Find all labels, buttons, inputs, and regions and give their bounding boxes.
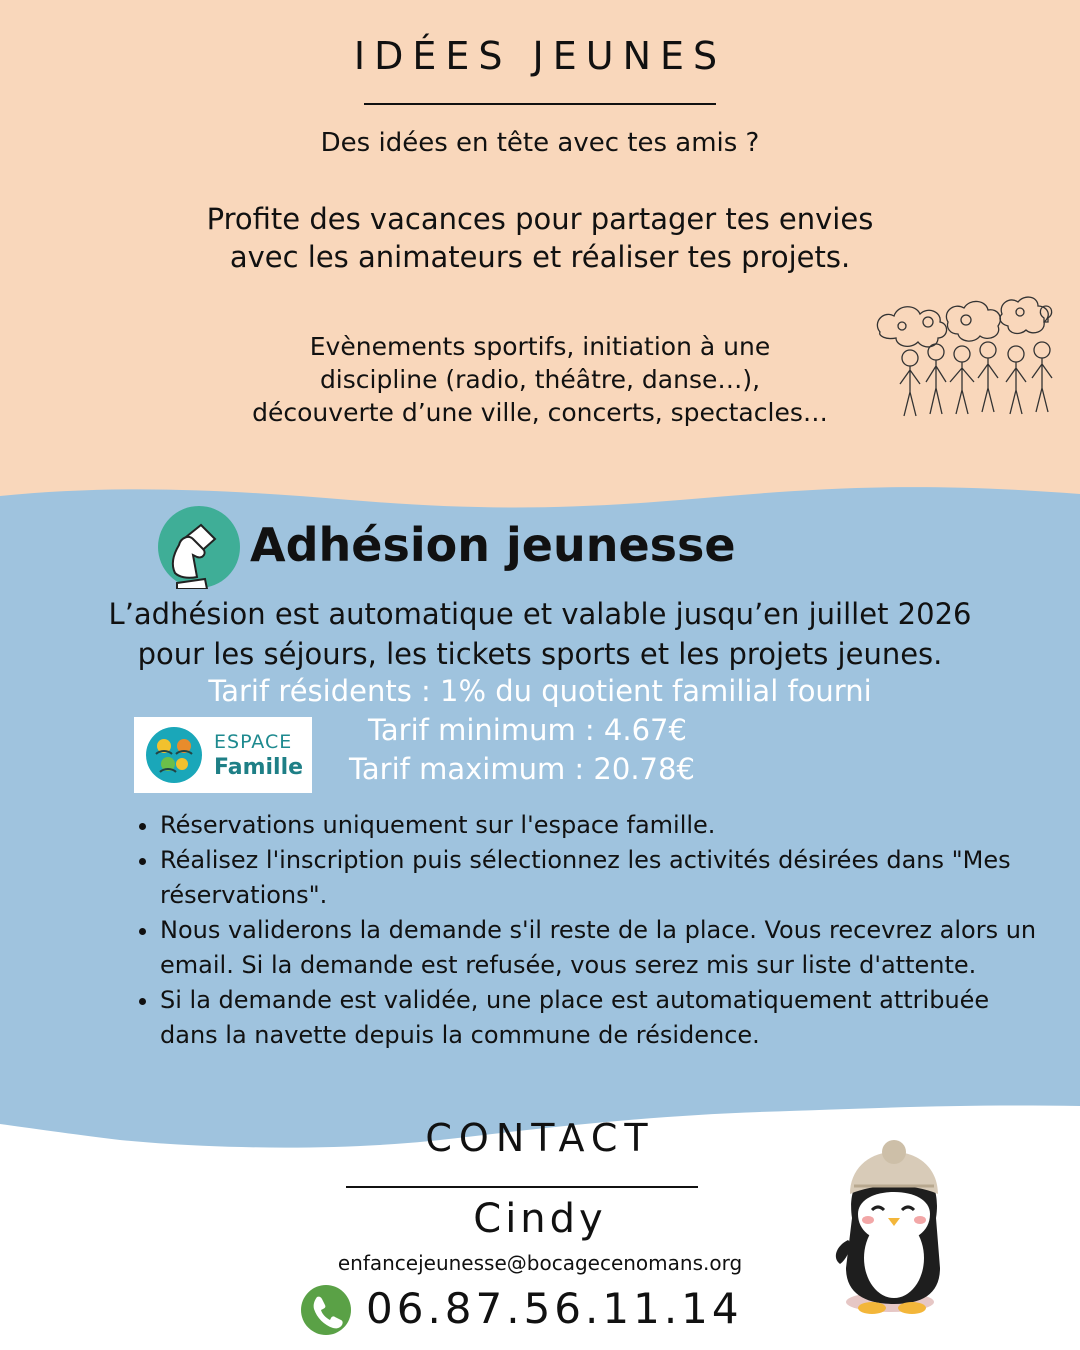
- adhesion-title: Adhésion jeunesse: [250, 518, 736, 572]
- tarif-residents: Tarif résidents : 1% du quotient familial fourni: [208, 674, 872, 708]
- famille-label: Famille: [214, 755, 304, 780]
- penguin-illustration: [832, 1140, 962, 1318]
- list-item: • Réalisez l'inscription puis sélectionnez les activités désirées dans "Mes réservations".: [160, 843, 1040, 913]
- tarif-minimum: Tarif minimum : 4.67€: [368, 713, 687, 747]
- hand-card-icon: [157, 505, 241, 589]
- intro-question: Des idées en tête avec tes amis ?: [320, 128, 760, 158]
- phone-icon: [301, 1285, 351, 1335]
- espace-famille-logo: [134, 717, 312, 793]
- activities-line: Evènements sportifs, initiation à une: [309, 332, 771, 361]
- contact-title: CONTACT: [425, 1116, 655, 1160]
- adhesion-line: L’adhésion est automatique et valable jusqu’en juillet 2026: [108, 597, 972, 631]
- list-item: • Si la demande est validée, une place est automatiquement attribuée dans la navette depuis la commune de résidence.: [160, 983, 1040, 1053]
- intro-text: [0, 200, 1080, 276]
- activities-line: découverte d’une ville, concerts, spectacles…: [252, 398, 828, 427]
- intro-line: avec les animateurs et réaliser tes projets.: [229, 240, 851, 274]
- people-ideas-illustration: [870, 292, 1070, 422]
- family-icon: [144, 726, 204, 784]
- contact-phone[interactable]: 06.87.56.11.14: [366, 1284, 743, 1333]
- contact-divider: [346, 1186, 698, 1188]
- tarif-maximum: Tarif maximum : 20.78€: [349, 752, 695, 786]
- list-item: • Réservations uniquement sur l'espace famille.: [160, 808, 1040, 843]
- activities-text: [140, 330, 940, 429]
- intro-line: Profite des vacances pour partager tes envies: [206, 202, 874, 236]
- contact-email[interactable]: enfancejeunesse@bocagecenomans.org: [337, 1251, 743, 1275]
- reservation-info-list: [130, 808, 1040, 1053]
- adhesion-line: pour les séjours, les tickets sports et les projets jeunes.: [137, 637, 943, 671]
- title-divider: [364, 103, 716, 105]
- contact-name: Cindy: [473, 1196, 607, 1242]
- list-item: • Nous validerons la demande s'il reste de la place. Vous recevrez alors un email. Si la demande est refusée, vous serez mis sur liste d'attente.: [160, 913, 1040, 983]
- activities-line: discipline (radio, théâtre, danse…),: [319, 365, 761, 394]
- page-title: IDÉES JEUNES: [353, 34, 727, 78]
- adhesion-description: [40, 594, 1040, 674]
- espace-label: ESPACE: [214, 731, 293, 753]
